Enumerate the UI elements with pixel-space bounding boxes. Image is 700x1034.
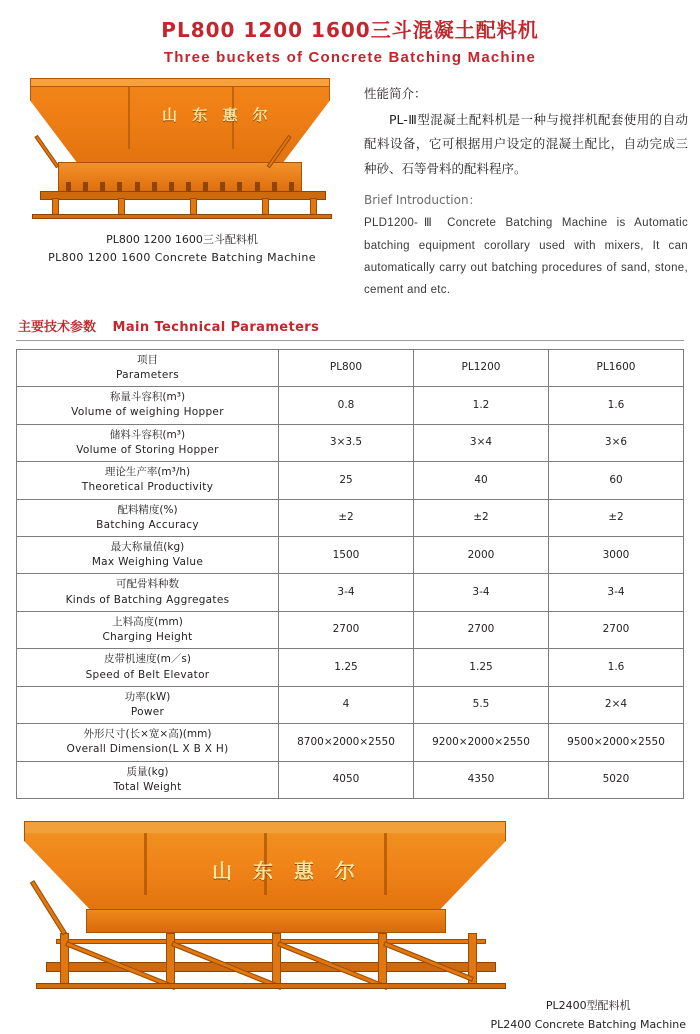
page-title-en: Three buckets of Concrete Batching Machine — [163, 49, 537, 66]
table-row — [17, 686, 684, 723]
params-heading-en: Main Technical Parameters — [112, 319, 320, 335]
table-row — [17, 424, 684, 461]
belt-conveyor-icon — [40, 191, 326, 200]
table-cell: 5.5 — [414, 686, 549, 723]
table-row — [17, 761, 684, 798]
row-label-en: Volume of Storing Hopper — [76, 443, 219, 456]
table-cell: 4050 — [279, 761, 414, 798]
hopper-divider-icon — [144, 833, 147, 895]
row-label — [17, 761, 279, 798]
intro-body-en: PLD1200-Ⅲ Concrete Batching Machine is Automatic batching equipment corollary used with mixers, It can automatically carry out batching procedures of sand, stone, cement and etc. — [364, 217, 688, 297]
table-header-parameters — [17, 349, 279, 386]
introduction-block — [352, 78, 688, 302]
table-cell: 9500×2000×2550 — [549, 724, 684, 761]
table-cell: 3000 — [549, 537, 684, 574]
table-row — [17, 387, 684, 424]
table-cell: 1500 — [279, 537, 414, 574]
table-cell: 25 — [279, 462, 414, 499]
row-label-cn: 理论生产率(m³/h) — [104, 466, 191, 479]
row-label-cn: 上料高度(mm) — [112, 615, 183, 628]
page-root — [0, 14, 700, 1031]
row-label-cn: 质量(kg) — [126, 765, 169, 778]
table-cell: 4 — [279, 686, 414, 723]
table-cell: ±2 — [549, 499, 684, 536]
row-label-cn: 配料精度(%) — [117, 503, 178, 516]
row-label-en: Speed of Belt Elevator — [85, 668, 210, 681]
caption-en: PL800 1200 1600 Concrete Batching Machine — [48, 251, 316, 265]
table-cell: 1.6 — [549, 649, 684, 686]
table-cell: 2700 — [414, 611, 549, 648]
row-label — [17, 537, 279, 574]
caption-en: PL2400 Concrete Batching Machine — [490, 1017, 686, 1031]
hopper-divider-icon — [128, 87, 130, 149]
row-label-cn: 功率(kW) — [124, 690, 171, 703]
table-cell: 3-4 — [279, 574, 414, 611]
table-cell: 3-4 — [549, 574, 684, 611]
image-caption-1 — [12, 231, 352, 267]
table-header-row — [17, 349, 684, 386]
specifications-table — [16, 349, 684, 799]
table-header-model-0: PL800 — [279, 349, 414, 386]
table-row — [17, 724, 684, 761]
row-label-en: Power — [130, 705, 165, 718]
table-cell: ±2 — [414, 499, 549, 536]
caption-cn: PL2400型配料机 — [545, 999, 631, 1013]
row-label-cn: 储料斗容积(m³) — [109, 428, 186, 441]
heading-divider — [16, 340, 684, 341]
row-label-cn: 外形尺寸(长×宽×高)(mm) — [83, 728, 212, 741]
table-cell: 40 — [414, 462, 549, 499]
row-label-en: Total Weight — [113, 780, 182, 793]
intro-heading-en: Brief Introduction： — [364, 193, 481, 208]
table-header-model-1: PL1200 — [414, 349, 549, 386]
intro-body-cn: PL-Ⅲ型混凝土配料机是一种与搅拌机配套使用的自动配料设备，它可根据用户设定的混凝土配比，自动完成三种砂、石等骨料的配料程序。 — [364, 112, 688, 176]
intro-heading-cn: 性能简介： — [364, 86, 427, 101]
table-cell: 3×6 — [549, 424, 684, 461]
gate-teeth-icon — [66, 182, 294, 192]
row-label-en: Theoretical Productivity — [81, 481, 214, 494]
row-label-cn: 最大称量值(kg) — [110, 541, 185, 553]
page-title-cn: PL800 1200 1600三斗混凝土配料机 — [161, 18, 539, 42]
table-cell: 5020 — [549, 761, 684, 798]
row-label-cn: 称量斗容积(m³) — [109, 391, 186, 404]
table-cell: 3×3.5 — [279, 424, 414, 461]
brand-text: 山 东 惠 尔 — [162, 106, 273, 124]
caption-cn: PL800 1200 1600三斗配料机 — [106, 233, 258, 246]
batching-machine-illustration-1 — [22, 78, 342, 223]
top-section — [0, 78, 700, 302]
table-cell: 1.25 — [279, 649, 414, 686]
table-cell: 3×4 — [414, 424, 549, 461]
table-cell: 60 — [549, 462, 684, 499]
row-label — [17, 611, 279, 648]
base-rail-icon — [32, 214, 332, 219]
cross-brace-icon — [56, 939, 486, 944]
table-cell: 3-4 — [414, 574, 549, 611]
support-brace-icon — [34, 135, 59, 168]
row-label — [17, 424, 279, 461]
header-cn: 项目 — [137, 353, 158, 366]
row-label-en: Kinds of Batching Aggregates — [65, 593, 230, 606]
batching-machine-illustration-2 — [16, 821, 516, 999]
machine-frame-icon — [86, 909, 446, 933]
table-row — [17, 462, 684, 499]
row-label — [17, 649, 279, 686]
params-heading-cn: 主要技术参数 — [18, 319, 97, 335]
product-image-block-2 — [0, 821, 700, 1031]
table-header-model-2: PL1600 — [549, 349, 684, 386]
row-label — [17, 574, 279, 611]
table-cell: 1.2 — [414, 387, 549, 424]
table-row — [17, 537, 684, 574]
row-label — [17, 499, 279, 536]
brand-text: 山 东 惠 尔 — [212, 859, 362, 884]
row-label — [17, 686, 279, 723]
table-body — [17, 387, 684, 799]
support-brace-icon — [30, 880, 67, 935]
table-cell: 8700×2000×2550 — [279, 724, 414, 761]
params-heading — [18, 316, 700, 335]
table-cell: 2000 — [414, 537, 549, 574]
row-label-cn: 皮带机速度(m／s) — [104, 653, 191, 666]
table-cell: 0.8 — [279, 387, 414, 424]
hopper-divider-icon — [384, 833, 387, 895]
row-label — [17, 462, 279, 499]
table-row — [17, 611, 684, 648]
table-cell: 1.6 — [549, 387, 684, 424]
product-image-block-1 — [12, 78, 352, 302]
table-cell: 9200×2000×2550 — [414, 724, 549, 761]
row-label-en: Charging Height — [102, 631, 193, 644]
table-cell: 1.25 — [414, 649, 549, 686]
table-row — [17, 574, 684, 611]
table-row — [17, 649, 684, 686]
row-label — [17, 387, 279, 424]
row-label-en: Batching Accuracy — [96, 518, 199, 531]
row-label-en: Max Weighing Value — [91, 556, 204, 569]
table-cell: 2×4 — [549, 686, 684, 723]
image-caption-2 — [491, 997, 686, 1034]
row-label-en: Overall Dimension(L X B X H) — [66, 743, 229, 756]
header-en: Parameters — [115, 369, 180, 382]
table-cell: ±2 — [279, 499, 414, 536]
row-label-en: Volume of weighing Hopper — [71, 406, 224, 419]
table-cell: 2700 — [279, 611, 414, 648]
table-cell: 4350 — [414, 761, 549, 798]
base-rail-icon — [36, 983, 506, 989]
row-label-cn: 可配骨料种数 — [116, 578, 179, 591]
table-cell: 2700 — [549, 611, 684, 648]
row-label — [17, 724, 279, 761]
table-row — [17, 499, 684, 536]
hopper-rim-icon — [30, 78, 330, 87]
